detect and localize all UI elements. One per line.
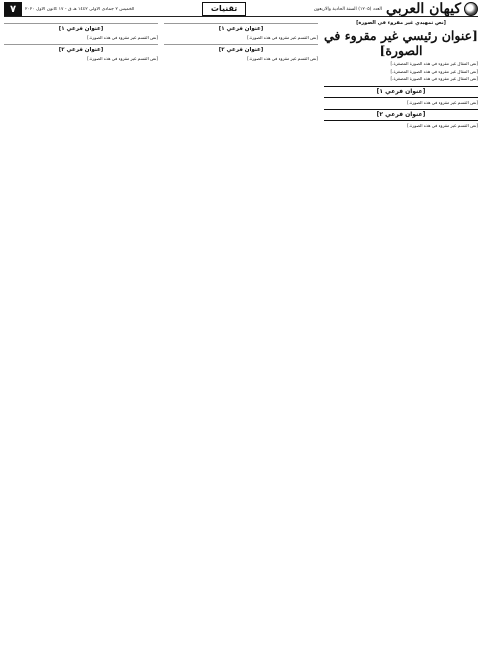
issue-info: العدد (۱۲۰۵) السنة الحادية والاربعون <box>313 6 383 12</box>
lead-kicker: [نص تمهيدي غير مقروء في الصورة] <box>356 20 446 26</box>
lead-paragraph: [نص المقال غير مقروء في هذه الصورة المصغرة.] <box>390 68 478 74</box>
section-heading: [عنوان فرعي ٢] <box>164 44 318 54</box>
section-body: [نص القسم غير مقروء في هذه الصورة.] <box>247 35 318 40</box>
section-body: [نص القسم غير مقروء في هذه الصورة.] <box>247 55 318 61</box>
newspaper-logo <box>386 2 478 16</box>
dateline: الخميس ۲ جمادى الاولى ۱٤٤۲ هـ ق - ۱۷ كانون الاول ۲۰۲۰ <box>25 6 135 12</box>
section-body: [نص القسم غير مقروء في هذه الصورة.] <box>407 123 478 129</box>
left-column <box>4 20 158 660</box>
section-heading: [عنوان فرعي ٢] <box>324 109 478 121</box>
lead-paragraph: [نص المقال غير مقروء في هذه الصورة المصغرة.] <box>390 76 478 82</box>
section-heading: [عنوان فرعي ١] <box>324 86 478 98</box>
section-heading: [عنوان فرعي ٢] <box>4 44 158 54</box>
columns <box>4 20 478 660</box>
page-number: ٧ <box>4 2 22 16</box>
masthead-bar <box>4 2 478 17</box>
middle-column <box>164 20 318 660</box>
section-body: [نص القسم غير مقروء في هذه الصورة.] <box>87 35 158 40</box>
lead-title: [عنوان رئيسي غير مقروء في الصورة] <box>324 28 478 58</box>
masthead-right <box>314 2 478 16</box>
section-label: تقنيات <box>202 2 246 16</box>
section-body: [نص القسم غير مقروء في هذه الصورة.] <box>87 55 158 61</box>
masthead-left <box>4 2 134 16</box>
right-column <box>324 20 478 660</box>
logo-text: كيهان العربي <box>386 1 461 17</box>
globe-icon <box>464 2 478 16</box>
section-body: [نص القسم غير مقروء في هذه الصورة.] <box>407 99 478 105</box>
section-heading: [عنوان فرعي ١] <box>4 23 158 33</box>
lead-paragraph: [نص المقال غير مقروء في هذه الصورة المصغرة.] <box>390 61 478 66</box>
section-heading: [عنوان فرعي ١] <box>164 23 318 33</box>
